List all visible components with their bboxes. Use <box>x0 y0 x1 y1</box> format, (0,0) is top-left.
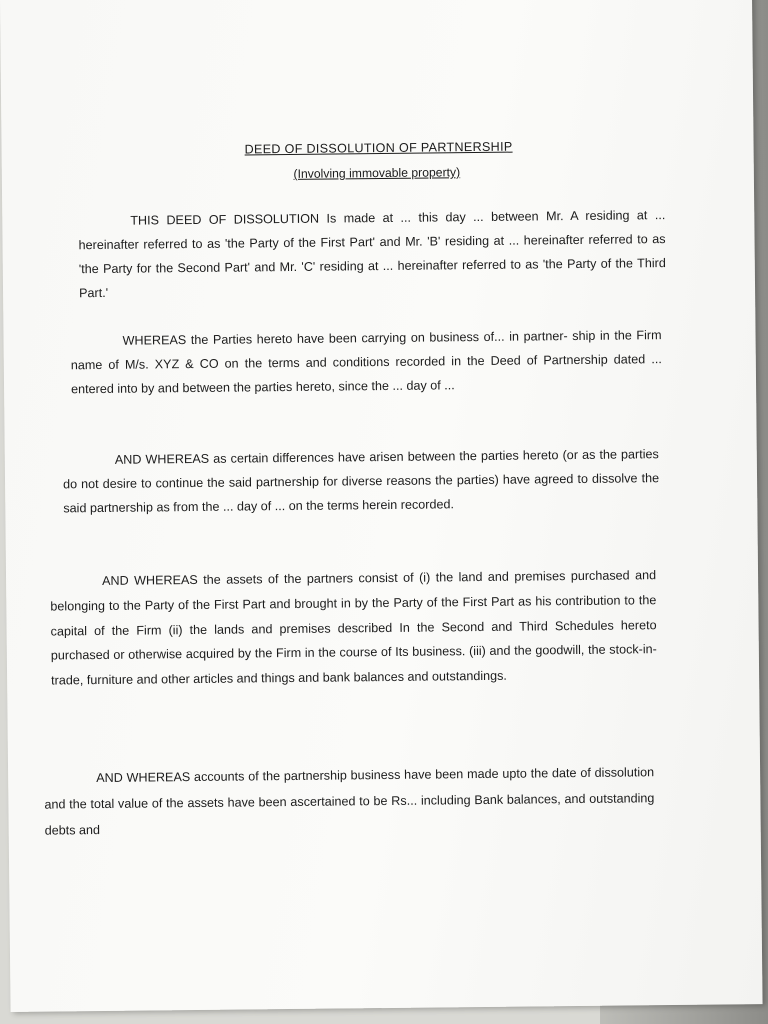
paragraph-whereas-differences: AND WHEREAS as certain differences have arisen between the parties hereto (or as the parties do not desire to continue the said partnership for diverse reasons the parties) have agreed to dissolve the said partnership as from the ... day of ... on the terms herein recorded. <box>63 447 660 516</box>
paragraph-whereas-assets: AND WHEREAS the assets of the partners consist of (i) the land and premises purchased and belonging to the Party of the First Part and brought in by the Party of the First Part as his contribution to the capital of the Firm (ii) the lands and premises described In the Second and Third Schedules hereto purchased or otherwise acquired by the Firm in the course of Its business. (iii) and the goodwill, the stock-in-trade, furniture and other articles and things and bank balances and outstandings. <box>50 568 657 688</box>
paragraph-whereas-business: WHEREAS the Parties hereto have been carrying on business of... in partner- ship in the Firm name of M/s. XYZ & CO on the terms and conditions recorded in the Deed of Partnership dated ... entered into by and between the parties hereto, since the ... day of ... <box>70 328 662 397</box>
document-title: DEED OF DISSOLUTION OF PARTNERSHIP <box>244 139 513 157</box>
paragraph-parties: THIS DEED OF DISSOLUTION Is made at ... this day ... between Mr. A residing at ... hereinafter referred to as 'the Party of the First Part' and Mr. 'B' residing at ... hereinafter referred to as 'the Party for the Second Part' and Mr. 'C' residing at ... hereinafter referred to as 'the Party of the Third Part.' <box>78 208 666 301</box>
document-subtitle: (Involving immovable property) <box>293 165 461 181</box>
paragraph-whereas-accounts: AND WHEREAS accounts of the partnership business have been made upto the date of dissolution and the total value of the assets have been ascertained to be Rs... including Bank balances, and outstanding debts and <box>44 765 655 838</box>
